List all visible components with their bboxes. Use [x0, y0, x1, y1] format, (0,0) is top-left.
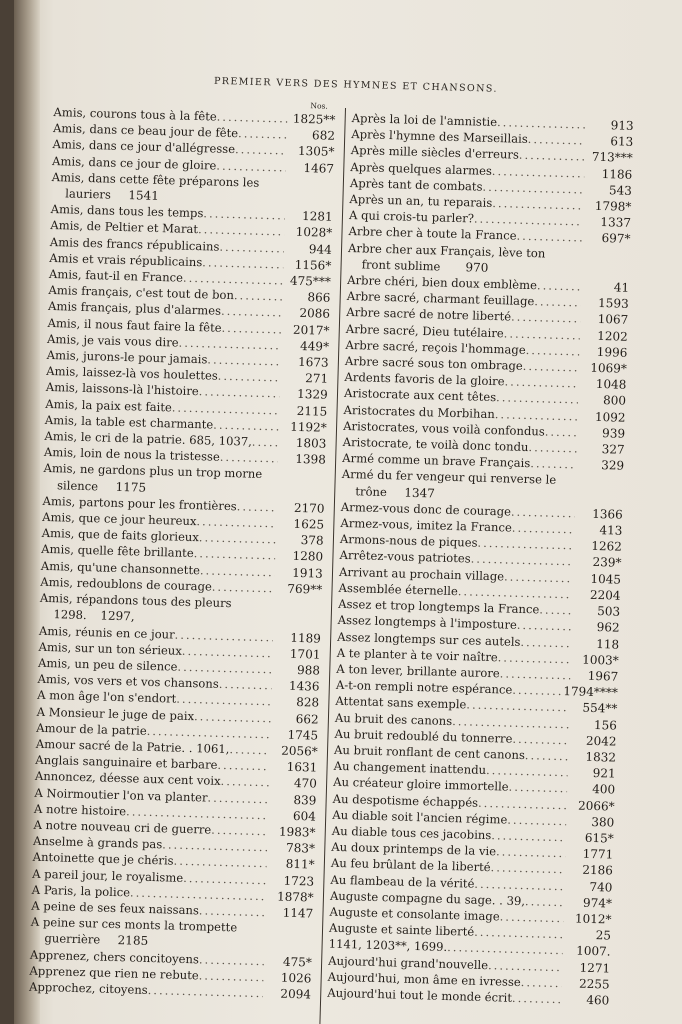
leader-dots: [519, 147, 585, 165]
entry-text: Amis, dans tous les temps: [50, 202, 204, 221]
entry-text: Aristocrate, te voilà donc tondu: [342, 434, 529, 455]
entry-text: Amis, faut-il en France: [48, 266, 184, 285]
entry-text: Amour de la patrie: [36, 720, 147, 738]
leader-dots: [545, 423, 578, 440]
entry-text: Armons-nous de piques: [339, 532, 478, 550]
leader-dots: [212, 578, 275, 596]
entry-number: 1625: [293, 516, 325, 532]
entry-text: Assez longtemps à l'imposture: [337, 613, 518, 633]
entry-text: Amis, laissons-là l'histoire: [45, 380, 199, 399]
leader-dots: [221, 319, 281, 337]
entry-text: Arrêtez-vous patriotes: [339, 548, 471, 566]
entry-number: 1996: [596, 344, 628, 360]
entry-number: 1202: [597, 328, 628, 344]
entry-text: Amis, répandons tous des pleurs: [39, 590, 232, 611]
entry-text: Aristocrate aux cent têtes: [343, 386, 497, 405]
leader-dots: [525, 342, 579, 360]
entry-number: 944: [308, 241, 332, 257]
entry-text: Arbre sacré, Dieu tutélaire: [345, 321, 504, 340]
entry-text: Amis, que de faits glorieux: [41, 526, 200, 545]
entry-number: 1175: [115, 479, 147, 495]
entry-text: Amis, loin de nous la tristesse: [43, 445, 221, 465]
entry-text: Après un an, tu reparais: [349, 191, 493, 210]
entry-text: Arbre chéri, bien doux emblème: [347, 272, 538, 293]
leader-dots: [499, 908, 563, 926]
entry-text: Amour sacré de la Patrie. . 1061,: [35, 736, 230, 757]
entry-number: 1467: [303, 160, 335, 176]
entry-text: Amis et vrais républicains: [49, 250, 203, 270]
entry-text: Au bruit redoublé du tonnerre: [334, 726, 513, 746]
entry-text: Amis, vos vers et vos chansons: [37, 671, 220, 691]
entry-text: Amis, que ce jour heureux: [41, 509, 197, 529]
entry-text: Après mille siècles d'erreurs: [350, 143, 520, 163]
leader-dots: [512, 990, 562, 1008]
entry-text: Au bruit ronflant de cent canons: [333, 742, 526, 762]
leader-dots: [512, 682, 563, 700]
entry-number: 327: [601, 442, 625, 457]
entry-text: Apprenez que rien ne rebute: [29, 963, 199, 983]
entry-number: 1631: [286, 759, 318, 775]
entry-text: A qui crois-tu parler?: [348, 208, 475, 226]
entry-text: Amis, un peu de silence: [37, 655, 178, 674]
entry-number: 1398: [295, 452, 327, 467]
entry-text: Au bruit des canons: [334, 710, 453, 728]
entry-text: Auguste compagne du sage. . 39,: [329, 888, 526, 908]
entry-number: 543: [608, 183, 633, 198]
entry-number: 2017*: [292, 322, 330, 338]
entry-number: 2255: [578, 976, 610, 992]
entry-text-continued: 1298.: [53, 607, 87, 623]
entry-number: 913: [610, 118, 634, 133]
entry-text-continued: silence: [56, 477, 99, 494]
entry-number: 1028*: [295, 225, 333, 241]
entry-text: Après l'hymne des Marseillais: [351, 127, 528, 147]
entry-text: Amis, qu'une chansonnette: [40, 558, 201, 577]
leader-dots: [216, 157, 286, 175]
leader-dots: [207, 789, 268, 807]
leader-dots: [516, 228, 582, 246]
entry-number: 1281: [301, 209, 333, 225]
entry-text: Aujourd'hui tout le monde écrit: [327, 985, 513, 1005]
leader-dots: [521, 974, 562, 991]
entry-number: 800: [602, 393, 627, 409]
entry-text: Arbre cher aux Français, lève ton: [347, 240, 546, 261]
entry-text: Ardents favoris de la gloire: [344, 370, 505, 389]
entry-number: 1745: [287, 727, 319, 743]
entry-text: Auguste et sainte liberté: [328, 920, 475, 939]
entry-text: A mon âge l'on s'endort: [37, 688, 177, 706]
entry-number: 1967: [587, 668, 619, 684]
entry-number: 866: [307, 290, 331, 306]
entry-text: A peine de ses feux naissans: [31, 898, 200, 918]
leader-dots: [525, 893, 564, 910]
entry-text-continued: front sublime: [361, 257, 441, 274]
entry-text: Approchez, citoyens: [28, 979, 148, 997]
leader-dots: [528, 131, 586, 149]
entry-number: 1825**: [292, 111, 336, 127]
entry-text: Assemblée éternelle: [338, 580, 459, 599]
entry-text: Au diable tous ces jacobins: [331, 823, 492, 843]
entry-number: 378: [300, 533, 324, 548]
leader-dots: [216, 109, 287, 127]
entry-number: 604: [292, 808, 317, 824]
book-page: [14, 0, 682, 1024]
leader-dots: [511, 503, 575, 521]
entry-number: 1280: [292, 549, 324, 565]
leader-dots: [252, 434, 279, 451]
entry-number: 682: [311, 128, 336, 144]
entry-number: 239*: [592, 555, 622, 571]
entry-number: 988: [296, 662, 321, 678]
leader-dots: [517, 617, 572, 635]
leader-dots: [220, 773, 269, 791]
leader-dots: [512, 520, 575, 538]
entry-text: Aristocrates du Morbihan: [343, 402, 496, 421]
entry-number: 769**: [287, 581, 323, 597]
leader-dots: [218, 368, 281, 386]
entry-text: 1141, 1203**, 1699.: [328, 937, 448, 955]
entry-number: 2086: [299, 306, 331, 322]
entry-number: 1156*: [294, 257, 332, 273]
entry-number: 839: [293, 792, 317, 808]
left-entry-list: [29, 104, 336, 1003]
entry-text: Aujourd'hui, mon âme en ivresse: [327, 969, 521, 989]
entry-number: 1798*: [594, 198, 632, 214]
entry-number: 25: [595, 928, 612, 943]
entry-number: 1012*: [574, 911, 612, 927]
leader-dots: [530, 455, 576, 472]
entry-number: 1045: [590, 571, 622, 587]
right-entry-list: [327, 110, 634, 1009]
entry-number: 1832: [585, 749, 617, 765]
leader-dots: [534, 293, 581, 310]
entry-text: Au diable soit l'ancien régime: [332, 807, 508, 827]
entry-number: 1069*: [590, 360, 628, 376]
leader-dots: [229, 741, 270, 758]
entry-text: A-t-on rempli notre espérance: [335, 677, 513, 697]
entry-number: 2185: [117, 933, 149, 949]
entry-text: Amis, il nous faut faire la fête: [47, 315, 222, 335]
entry-number: 156: [593, 717, 618, 733]
entry-number: 1067: [597, 312, 629, 328]
entry-text: A Noirmoutier l'on va planter: [34, 785, 208, 805]
entry-text: Armé comme un brave Français: [342, 451, 531, 471]
entry-text: Arbre sacré sous ton ombrage: [344, 353, 523, 373]
entry-text: Anselme à grands pas: [32, 833, 163, 852]
entry-number: 1189: [290, 630, 322, 646]
entry-text: Apprenez, chers concitoyens: [29, 947, 200, 966]
entry-number: 1026: [280, 970, 312, 986]
leader-dots: [199, 951, 264, 969]
entry-text: Au doux printemps de la vie: [331, 839, 497, 859]
entry-number: 413: [599, 523, 623, 538]
entry-number: 2170: [293, 500, 325, 516]
entry-text: Auguste et consolante image: [329, 904, 500, 924]
entry-text: Au feu brûlant de la liberté: [330, 856, 491, 875]
entry-text: Amis, ne gardons plus un trop morne: [43, 461, 263, 482]
leader-dots: [219, 238, 284, 256]
entry-number: 1673: [297, 354, 329, 370]
entry-text: Après la loi de l'amnistie: [351, 110, 498, 130]
entry-text: A Paris, la police: [31, 882, 131, 900]
entry-number: 1878*: [276, 889, 314, 905]
entry-number: 970: [465, 260, 489, 275]
entry-text: Aristocrates, vous voilà confondus: [342, 418, 546, 439]
entry-text: Amis, dans ce beau jour de fête: [52, 121, 239, 141]
entry-number: 1701: [289, 646, 321, 662]
entry-number: 615*: [584, 830, 614, 846]
entry-text: Amis, quelle fête brillante: [41, 542, 194, 561]
entry-number: 554**: [582, 700, 618, 716]
entry-number: 713***: [591, 150, 633, 166]
entry-number: 1147: [282, 905, 314, 921]
entry-number: 1347: [404, 485, 436, 501]
leader-dots: [219, 676, 272, 694]
entry-text-continued: guerrière: [44, 931, 101, 947]
entry-number: 828: [296, 695, 320, 710]
leader-dots: [198, 967, 263, 985]
entry-number: 1803: [295, 435, 327, 451]
leader-dots: [235, 141, 287, 159]
entry-text: Armé du fer vengeur qui renverse le: [341, 467, 557, 488]
entry-text: Au flambeau de la vérité: [330, 872, 475, 891]
leader-dots: [199, 902, 266, 920]
entry-text: Arbre sacré, charmant feuillage: [346, 289, 535, 309]
entry-text: Au créateur gloire immortelle: [333, 775, 509, 794]
entry-number: 1007.: [576, 943, 611, 959]
entry-text: A notre histoire: [33, 801, 127, 819]
leader-dots: [234, 287, 283, 305]
entry-number: 449*: [299, 338, 330, 354]
leader-dots: [539, 602, 572, 619]
entry-text: Antoinette que je chéris: [32, 850, 174, 868]
leader-dots: [207, 351, 281, 369]
entry-text: Arbre sacré, reçois l'hommage: [345, 337, 526, 357]
leader-dots: [213, 416, 279, 434]
leader-dots: [221, 303, 282, 321]
entry-text: A Monsieur le juge de paix: [36, 704, 195, 723]
entry-number: 974*: [582, 895, 613, 911]
entry-text: Amis, la paix est faite: [45, 396, 173, 415]
entry-text: Après tant de combats: [349, 175, 483, 194]
leader-dots: [511, 309, 581, 327]
entry-number: 1186: [601, 166, 633, 182]
entry-number: 1329: [296, 387, 328, 403]
entry-number: 1771: [582, 846, 614, 862]
entry-number: 613: [610, 134, 634, 150]
entry-text: Amis, laissez-là vos houlettes: [46, 364, 218, 383]
entry-number: 1593: [597, 296, 629, 312]
leader-dots: [525, 747, 569, 764]
entry-text: A ton lever, brillante aurore: [336, 661, 500, 681]
entry-number: 1541: [128, 188, 160, 203]
leader-dots: [507, 811, 566, 829]
entry-text: Amis des francs républicains: [49, 234, 220, 254]
entry-number: 1048: [595, 377, 627, 393]
leader-dots: [237, 498, 277, 515]
entry-text: A peine sur ces monts la trompette: [30, 914, 238, 935]
entry-text: Amis, partons pour les frontières: [42, 493, 237, 514]
entry-number: 1794****: [563, 684, 619, 700]
leader-dots: [537, 277, 582, 294]
entry-number: 662: [295, 711, 319, 727]
entry-text: Amis, redoublons de courage: [40, 574, 213, 594]
leader-dots: [217, 757, 269, 775]
entry-text: Attentat sans exemple: [335, 694, 467, 712]
number-column-label: Nos.: [310, 101, 328, 111]
entry-text: Au changement inattendu: [333, 758, 487, 778]
leader-dots: [520, 633, 571, 651]
entry-text: Amis, dans ce jour de gloire: [51, 153, 217, 173]
entry-number: 1262: [591, 539, 623, 554]
entry-number: 811*: [285, 857, 315, 872]
entry-text: Anglais sanguinaire et barbare: [35, 752, 218, 772]
entry-number: 271: [305, 371, 329, 387]
entry-number: 460: [586, 992, 610, 1008]
entry-text: Armez-vous donc de courage: [340, 499, 512, 519]
page-header: PREMIER VERS DES HYMNES ET CHANSONS.: [213, 75, 499, 95]
leader-dots: [497, 649, 570, 667]
entry-number: 2115: [296, 403, 328, 419]
entry-text: Assez et trop longtemps la France: [338, 596, 540, 617]
leader-dots: [504, 374, 578, 392]
leader-dots: [496, 843, 566, 861]
entry-number: 503: [597, 604, 621, 619]
entry-text: Amis, de Peltier et Marat: [50, 218, 199, 237]
entry-text: A te planter à te voir naître: [336, 645, 498, 664]
entry-text: Annoncez, déesse aux cent voix: [34, 769, 221, 789]
entry-number: 1366: [592, 506, 624, 522]
entry-text: Armez-vous, imitez la France: [340, 515, 513, 535]
entry-text: Après quelques alarmes: [350, 159, 493, 178]
leader-dots: [504, 568, 573, 586]
entry-number: 697*: [601, 231, 631, 247]
entry-text: A pareil jour, le royalisme: [32, 866, 184, 885]
entry-number: 2204: [589, 587, 621, 603]
entry-number: 1983*: [278, 824, 316, 840]
entry-text-continued: trône: [355, 483, 388, 499]
entry-number: 1192*: [290, 419, 327, 435]
entry-number: 41: [613, 280, 630, 295]
entry-text: Assez longtemps sur ces autels: [337, 629, 521, 649]
entry-text: Amis français, plus d'alarmes: [47, 299, 222, 319]
entry-number: 2042: [585, 733, 617, 749]
leader-dots: [512, 730, 569, 748]
entry-number: 2056*: [281, 743, 318, 759]
entry-number: 2094: [280, 986, 312, 1002]
entry-text: Amis français, c'est tout de bon: [48, 283, 235, 303]
entry-number: 2186: [582, 863, 614, 878]
entry-text: Au despotisme échappés: [332, 791, 479, 810]
leader-dots: [523, 358, 580, 376]
entry-number: 475***: [289, 273, 332, 289]
leader-dots: [238, 125, 287, 143]
entry-number: 400: [592, 782, 616, 797]
entry-number: 1092: [594, 409, 626, 425]
entry-number: 740: [589, 879, 613, 895]
entry-number: 329: [601, 458, 625, 474]
entry-number: 118: [596, 636, 620, 652]
left-column: [29, 94, 336, 1003]
entry-number: 1337: [600, 215, 632, 231]
entry-text: Amis, réunis en ce jour: [38, 623, 175, 642]
entry-number: 1913: [291, 565, 323, 581]
entry-text: Aujourd'hui grand'nouvelle: [328, 953, 489, 972]
entry-text-continued: lauriers: [65, 186, 112, 202]
entry-number: 1305*: [297, 144, 335, 160]
leader-dots: [211, 822, 268, 840]
entry-number: 939: [601, 425, 626, 441]
entry-text: Amis, le cri de la patrie. 685, 1037,: [44, 428, 253, 449]
entry-number: 921: [592, 766, 616, 781]
entry-text: Arbre cher à toute la France: [348, 224, 517, 244]
leader-dots: [500, 665, 571, 683]
entry-text: Amis, courons tous à la fête: [53, 104, 217, 124]
leader-dots: [220, 449, 279, 467]
entry-number: 470: [293, 776, 318, 791]
entry-number: 1723: [283, 873, 315, 889]
entry-number: 1436: [288, 678, 320, 694]
entry-text: Amis, la table est charmante: [44, 412, 214, 432]
entry-text: A notre nouveau cri de guerre: [33, 817, 212, 837]
entry-number: 1003*: [582, 652, 619, 668]
leader-dots: [528, 439, 577, 457]
entry-text: Amis, je vais vous dire: [46, 331, 179, 350]
entry-text: Arrivant au prochain village: [338, 564, 505, 584]
entry-number: 2066*: [577, 798, 615, 814]
entry-number: 475*: [282, 954, 313, 970]
entry-text: Amis, sur un ton sérieux: [38, 639, 183, 658]
entry-text: Arbre sacré de notre liberté: [346, 305, 512, 324]
entry-number: 1271: [579, 960, 611, 976]
entry-number: 380: [591, 814, 615, 830]
entry-number: 962: [596, 620, 620, 635]
entry-number: 783*: [285, 840, 316, 856]
entry-text: Amis, dans cette fête préparons les: [51, 169, 260, 190]
entry-text: Amis, dans ce jour d'allégresse: [52, 137, 236, 157]
right-column: [327, 110, 634, 1009]
leader-dots: [508, 779, 567, 797]
leader-dots: [148, 982, 264, 1001]
entry-text: Amis, jurons-le pour jamais: [46, 347, 208, 367]
entry-number: 1297,: [100, 608, 135, 624]
